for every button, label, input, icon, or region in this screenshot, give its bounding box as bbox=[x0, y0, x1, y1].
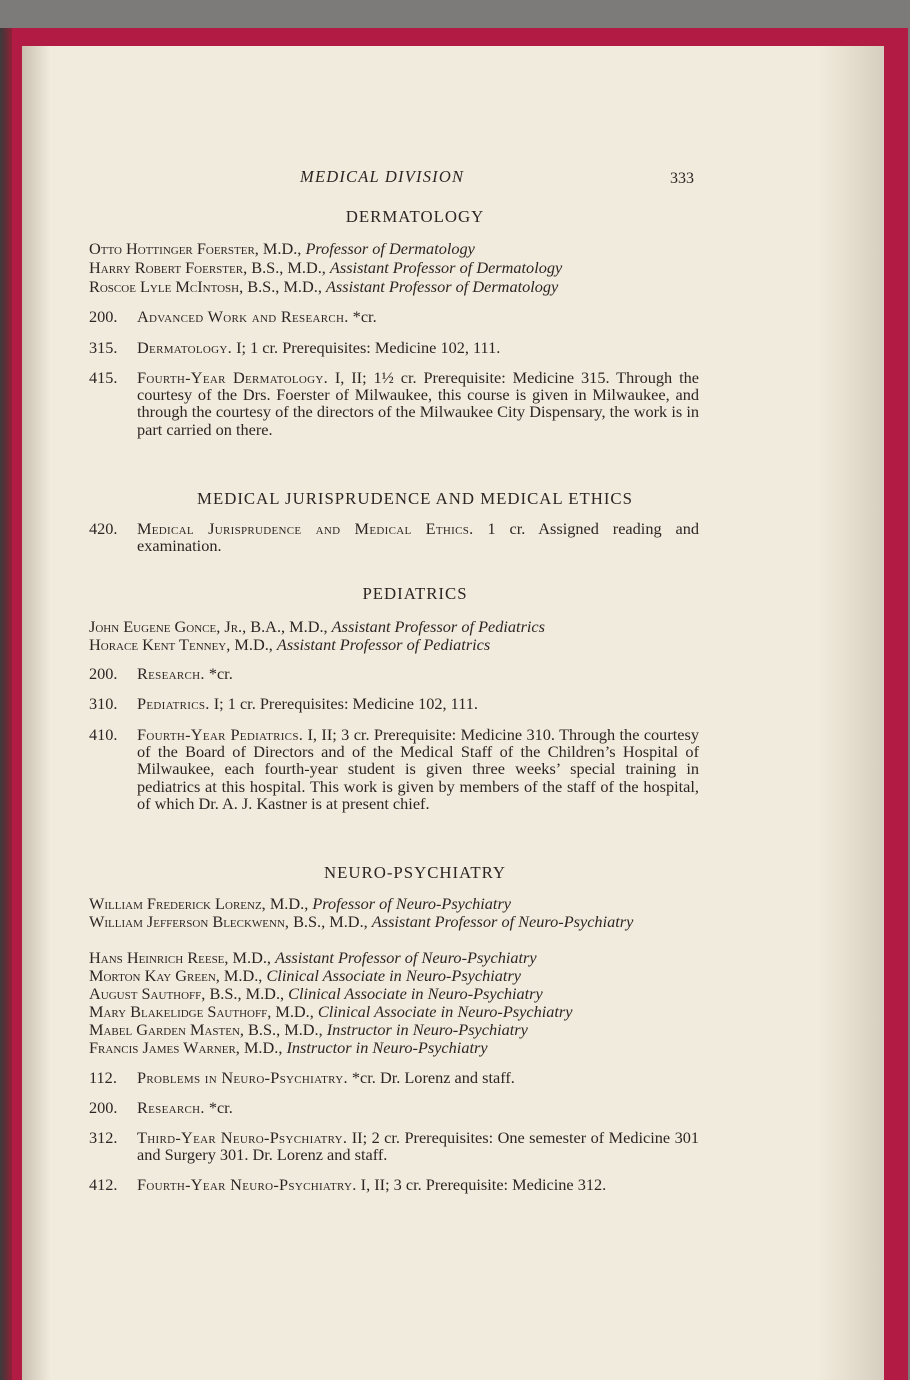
page-gutter-shadow bbox=[22, 46, 50, 1380]
section-heading-dermatology: DERMATOLOGY bbox=[345, 207, 485, 226]
faculty-entry: Francis James Warner, M.D., Instructor in Neuro-Psychiatry bbox=[89, 1038, 488, 1057]
faculty-entry: August Sauthoff, B.S., M.D., Clinical Associate in Neuro-Psychiatry bbox=[89, 984, 543, 1003]
course-entry: 112. Problems in Neuro-Psychiatry. *cr. Dr. Lorenz and staff. bbox=[89, 1068, 515, 1087]
course-entry: 200. Research. *cr. bbox=[89, 1098, 233, 1117]
page-number: 333 bbox=[670, 170, 694, 187]
page-edge-shadow bbox=[818, 46, 884, 1380]
running-header bbox=[0, 168, 910, 188]
faculty-entry: Roscoe Lyle McIntosh, B.S., M.D., Assistant Professor of Dermatology bbox=[89, 277, 559, 296]
faculty-entry: Harry Robert Foerster, B.S., M.D., Assistant Professor of Dermatology bbox=[89, 258, 563, 277]
course-entry: 310. Pediatrics. I; 1 cr. Prerequisites: Medicine 102, 111. bbox=[89, 694, 478, 713]
faculty-entry: Otto Hottinger Foerster, M.D., Professor of Dermatology bbox=[89, 239, 475, 258]
course-entry: 200. Research. *cr. bbox=[89, 664, 233, 683]
book-spine-shadow bbox=[0, 28, 12, 1380]
section-heading-neuro-psychiatry: NEURO-PSYCHIATRY bbox=[324, 863, 506, 882]
course-entry: 415. Fourth-Year Dermatology. I, II; 1½ cr. Prerequisite: Medicine 315. Through the courtesy of the Drs. Foerster of Milwaukee, this course is given in Milwaukee, and through the courtesy of the directors of the Milwaukee City Dispensary, the work is in part carried on there. bbox=[89, 368, 699, 439]
faculty-entry: Horace Kent Tenney, M.D., Assistant Professor of Pediatrics bbox=[89, 635, 491, 654]
section-heading-jurisprudence: MEDICAL JURISPRUDENCE AND MEDICAL ETHICS bbox=[197, 489, 633, 508]
faculty-entry: Morton Kay Green, M.D., Clinical Associate in Neuro-Psychiatry bbox=[89, 966, 522, 985]
running-head-title: MEDICAL DIVISION bbox=[300, 167, 465, 186]
faculty-entry: William Jefferson Bleckwenn, B.S., M.D., Assistant Professor of Neuro-Psychiatry bbox=[89, 912, 634, 931]
course-entry: 420. Medical Jurisprudence and Medical Ethics. 1 cr. Assigned reading and examination. bbox=[89, 519, 700, 556]
faculty-entry: Mabel Garden Masten, B.S., M.D., Instructor in Neuro-Psychiatry bbox=[89, 1020, 528, 1039]
course-entry: 412. Fourth-Year Neuro-Psychiatry. I, II; 3 cr. Prerequisite: Medicine 312. bbox=[89, 1175, 607, 1194]
faculty-entry: John Eugene Gonce, Jr., B.A., M.D., Assistant Professor of Pediatrics bbox=[89, 617, 545, 636]
course-entry: 200. Advanced Work and Research. *cr. bbox=[89, 307, 377, 326]
faculty-entry: Hans Heinrich Reese, M.D., Assistant Professor of Neuro-Psychiatry bbox=[89, 948, 537, 967]
course-entry: 410. Fourth-Year Pediatrics. I, II; 3 cr. Prerequisite: Medicine 310. Through the courtesy of the Board of Directors and of the Medical Staff of the Children’s Hospital of Milwaukee, each fourth-year student is given three weeks’ special training in pediatrics at this hospital. This work is given by members of the staff of the hospital, of which Dr. A. J. Kastner is at present chief. bbox=[89, 725, 699, 813]
faculty-entry: Mary Blakelidge Sauthoff, M.D., Clinical Associate in Neuro-Psychiatry bbox=[89, 1002, 573, 1021]
section-heading-pediatrics: PEDIATRICS bbox=[362, 584, 468, 603]
course-entry: 312. Third-Year Neuro-Psychiatry. II; 2 cr. Prerequisites: One semester of Medicine 301 and Surgery 301. Dr. Lorenz and staff. bbox=[89, 1128, 700, 1165]
course-entry: 315. Dermatology. I; 1 cr. Prerequisites: Medicine 102, 111. bbox=[89, 338, 501, 357]
faculty-entry: William Frederick Lorenz, M.D., Professor of Neuro-Psychiatry bbox=[89, 894, 512, 913]
